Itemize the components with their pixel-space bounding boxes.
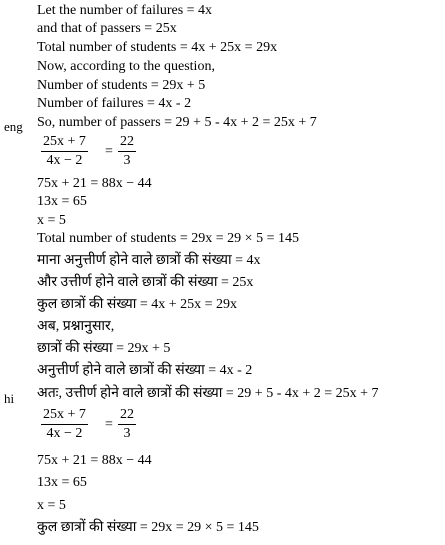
eng-line-9: 13x = 65 xyxy=(37,194,87,209)
hi-line-5: छात्रों की संख्या = 29x + 5 xyxy=(37,341,171,356)
eng-line-11: Total number of students = 29x = 29 × 5 = 145 xyxy=(37,231,299,246)
eng-language-tag: eng xyxy=(4,119,23,134)
hi-right-numerator: 22 xyxy=(118,407,136,425)
eng-left-numerator: 25x + 7 xyxy=(41,134,88,152)
eng-fraction-equation xyxy=(37,134,157,172)
hi-line-11: कुल छात्रों की संख्या = 29x = 29 × 5 = 145 xyxy=(37,520,259,535)
eng-right-fraction xyxy=(118,134,136,169)
hi-left-numerator: 25x + 7 xyxy=(41,407,88,425)
hi-line-10: x = 5 xyxy=(37,498,66,513)
hi-line-4: अब, प्रश्नानुसार, xyxy=(37,319,115,334)
hi-left-fraction xyxy=(41,407,88,442)
eng-line-7: So, number of passers = 29 + 5 - 4x + 2 = 25x + 7 xyxy=(37,115,317,130)
eng-line-3: Total number of students = 4x + 25x = 29x xyxy=(37,40,278,55)
hi-left-denominator: 4x − 2 xyxy=(46,426,83,441)
hi-line-6: अनुत्तीर्ण होने वाले छात्रों की संख्या = 4x - 2 xyxy=(37,363,253,378)
hi-fraction-equals: = xyxy=(105,417,113,432)
eng-line-2: and that of passers = 25x xyxy=(37,21,177,36)
hi-line-9: 13x = 65 xyxy=(37,475,87,490)
eng-right-numerator: 22 xyxy=(118,134,136,152)
hi-line-1: माना अनुत्तीर्ण होने वाले छात्रों की संख्या = 4x xyxy=(37,253,261,268)
eng-left-fraction xyxy=(41,134,88,169)
eng-left-denominator: 4x − 2 xyxy=(46,153,83,168)
eng-line-1: Let the number of failures = 4x xyxy=(37,3,213,18)
hi-line-8: 75x + 21 = 88x − 44 xyxy=(37,453,152,468)
eng-fraction-equals: = xyxy=(105,144,113,159)
eng-line-8: 75x + 21 = 88x − 44 xyxy=(37,176,152,191)
eng-line-10: x = 5 xyxy=(37,213,66,228)
hi-line-2: और उत्तीर्ण होने वाले छात्रों की संख्या = 25x xyxy=(37,275,254,290)
hi-line-3: कुल छात्रों की संख्या = 4x + 25x = 29x xyxy=(37,297,238,312)
hi-language-tag: hi xyxy=(4,391,15,406)
eng-right-denominator: 3 xyxy=(123,153,131,168)
hi-line-7: अतः, उत्तीर्ण होने वाले छात्रों की संख्या = 29 + 5 - 4x + 2 = 25x + 7 xyxy=(37,386,379,401)
eng-line-4: Now, according to the question, xyxy=(37,59,215,74)
hi-fraction-equation xyxy=(37,407,157,445)
eng-line-5: Number of students = 29x + 5 xyxy=(37,78,206,93)
hi-right-denominator: 3 xyxy=(123,426,131,441)
eng-line-6: Number of failures = 4x - 2 xyxy=(37,96,192,111)
hi-right-fraction xyxy=(118,407,136,442)
